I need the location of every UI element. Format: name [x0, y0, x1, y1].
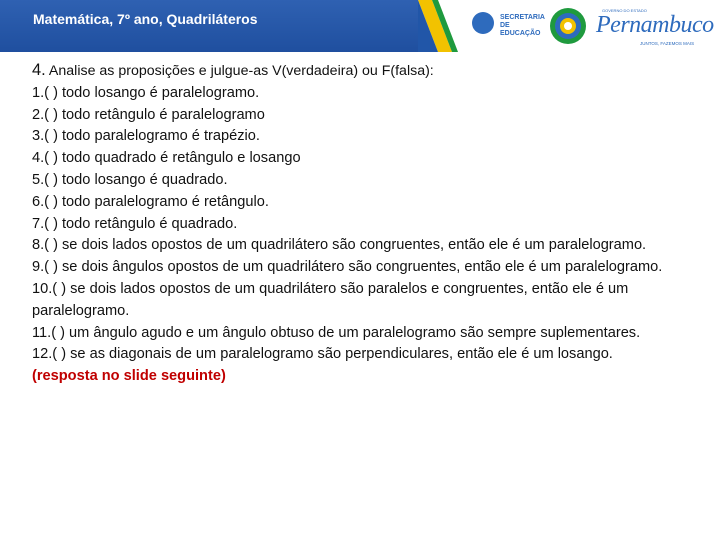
- proposition-item: 12.( ) se as diagonais de um paralelogramo são perpendiculares, então ele é um losango.: [32, 346, 613, 363]
- slide-header: [0, 0, 720, 52]
- proposition-item: 9.( ) se dois ângulos opostos de um quadrilátero são congruentes, então ele é um paralelogramo.: [32, 259, 663, 276]
- proposition-item: 8.( ) se dois lados opostos de um quadrilátero são congruentes, então ele é um paralelogramo.: [32, 237, 647, 254]
- proposition-item: 5.( ) todo losango é quadrado.: [32, 171, 228, 188]
- governo-label: GOVERNO DO ESTADO: [602, 8, 647, 13]
- proposition-item: 4.( ) todo quadrado é retângulo e losango: [32, 150, 301, 167]
- proposition-item: 1.( ) todo losango é paralelogramo.: [32, 84, 260, 101]
- header-logo-area: [418, 0, 720, 52]
- question-number: 4.: [32, 61, 46, 79]
- answer-note: (resposta no slide seguinte): [32, 368, 226, 385]
- slide-content: [32, 60, 697, 388]
- question-text: Analise as proposições e julgue-as V(verdadeira) ou F(falsa):: [45, 63, 434, 79]
- proposition-item: 11.( ) um ângulo agudo e um ângulo obtuso de um paralelogramo são sempre suplementares.: [32, 324, 641, 341]
- secretaria-logo-text: SECRETARIA DE EDUCAÇÃO: [500, 14, 545, 37]
- state-seal-icon: [548, 6, 588, 46]
- secretaria-logo-icon: [472, 12, 494, 34]
- pernambuco-logo-text: Pernambuco: [596, 12, 714, 38]
- proposition-item: 7.( ) todo retângulo é quadrado.: [32, 215, 238, 232]
- proposition-item: 3.( ) todo paralelogramo é trapézio.: [32, 128, 260, 145]
- pernambuco-slogan: JUNTOS, FAZEMOS MAIS: [640, 41, 695, 46]
- header-stripes-decoration: [418, 0, 458, 52]
- question-heading: [32, 60, 697, 83]
- proposition-item: 2.( ) todo retângulo é paralelogramo: [32, 106, 265, 123]
- proposition-item: 6.( ) todo paralelogramo é retângulo.: [32, 193, 269, 210]
- slide-header-title: Matemática, 7º ano, Quadriláteros: [33, 11, 258, 27]
- proposition-item: 10.( ) se dois lados opostos de um quadrilátero são paralelos e congruentes, então ele é um paralelogramo.: [32, 280, 629, 319]
